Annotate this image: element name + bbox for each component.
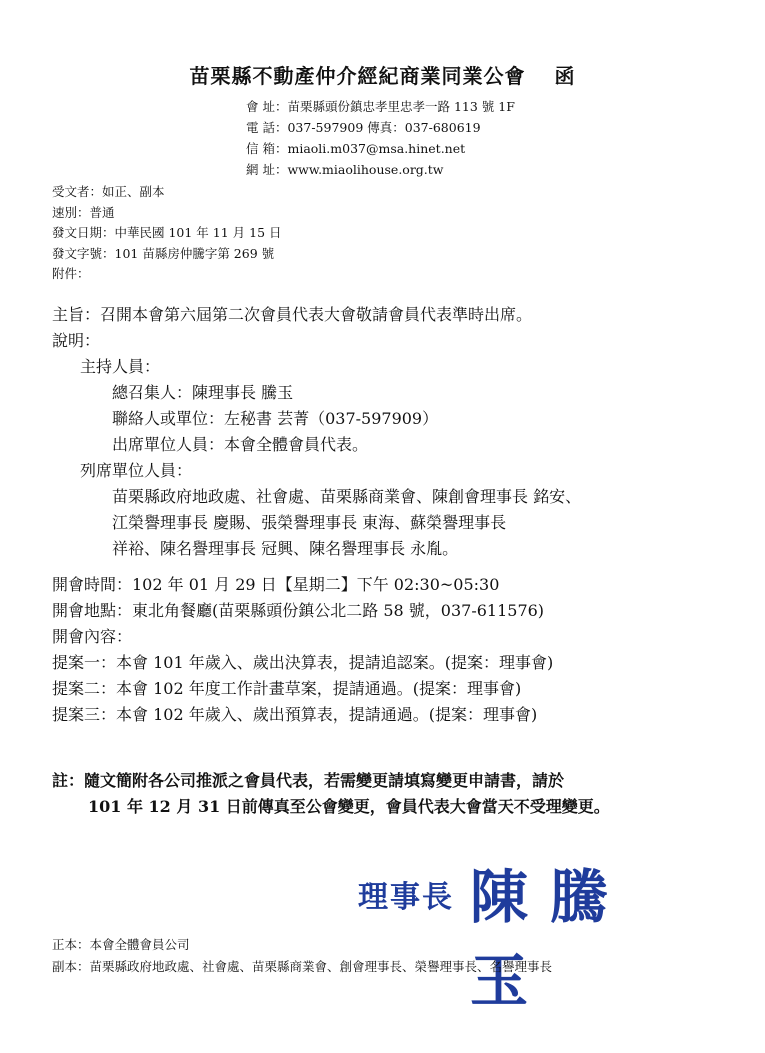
convener-line: 總召集人：陳理事長 騰玉: [112, 383, 294, 402]
note-line: 101 年 12 月 31 日前傳真至公會變更，會員代表大會當天不受理變更。: [88, 797, 610, 816]
meeting-content-label: 開會內容：: [52, 627, 133, 646]
note-block: [52, 768, 610, 820]
original-recipient-line: 正本：本會全體會員公司: [52, 937, 190, 952]
address-line: 會 址：苗栗縣頭份鎮忠孝里忠孝一路 113 號 1F: [246, 99, 515, 114]
proposal-item: 提案二：本會 102 年度工作計畫草案，提請通過。(提案：理事會): [52, 679, 522, 698]
attendees-line: 出席單位人員：本會全體會員代表。: [112, 435, 369, 454]
speed-line: 速別：普通: [52, 204, 115, 220]
hosts-block: [52, 354, 581, 562]
subject-line: 主旨：召開本會第六屆第二次會員代表大會敬請會員代表準時出席。: [52, 305, 533, 324]
contact-person-line: 聯絡人或單位：左秘書 芸菁（037-597909）: [112, 409, 439, 428]
observers-line: 祥裕、陳名譽理事長 冠興、陳名譽理事長 永胤。: [112, 539, 459, 558]
proposal-item: 提案三：本會 102 年歲入、歲出預算表，提請通過。(提案：理事會): [52, 705, 538, 724]
meeting-block: [52, 572, 553, 728]
subject-block: [52, 302, 532, 354]
distribution-block: [52, 934, 552, 978]
hosts-heading: 主持人員：: [80, 357, 161, 376]
contact-block: [246, 96, 515, 180]
date-line: 發文日期：中華民國 101 年 11 月 15 日: [52, 225, 282, 240]
meeting-time: 開會時間：102 年 01 月 29 日【星期二】下午 02:30~05:30: [52, 575, 500, 594]
note-line: 註：隨文簡附各公司推派之會員代表，若需變更請填寫變更申請書，請於: [52, 771, 565, 790]
doc-number-line: 發文字號：101 苗縣房仲騰字第 269 號: [52, 245, 275, 261]
email-line: 信 箱：miaoli.m037@msa.hinet.net: [246, 141, 466, 156]
explain-label: 說明：: [52, 331, 101, 350]
copy-recipient-line: 副本：苗栗縣政府地政處、社會處、苗栗縣商業會、創會理事長、榮譽理事長、名譽理事長: [52, 959, 553, 974]
observers-line: 江榮譽理事長 慶賜、張榮譽理事長 東海、蘇榮譽理事長: [112, 513, 507, 532]
page-title: 苗栗縣不動產仲介經紀商業同業公會 函: [189, 64, 576, 88]
chairman-seal: [352, 850, 702, 1015]
document-meta: [52, 182, 282, 285]
meeting-place: 開會地點：東北角餐廳(苗栗縣頭份鎮公北二路 58 號，037-611576): [52, 601, 545, 620]
phone-line: 電 話：037-597909 傳真：037-680619: [246, 120, 481, 135]
proposal-item: 提案一：本會 101 年歲入、歲出決算表，提請追認案。(提案：理事會): [52, 653, 554, 672]
attachment-line: 附件：: [52, 266, 90, 281]
recipient-line: 受文者：如正、副本: [52, 184, 165, 199]
website-line: 網 址：www.miaolihouse.org.tw: [246, 162, 444, 177]
observers-line: 苗栗縣政府地政處、社會處、苗栗縣商業會、陳創會理事長 銘安、: [112, 487, 582, 506]
seal-name: 陳騰玉: [470, 863, 631, 1015]
seal-title: 理事長: [358, 880, 454, 915]
observers-heading: 列席單位人員：: [80, 461, 193, 480]
